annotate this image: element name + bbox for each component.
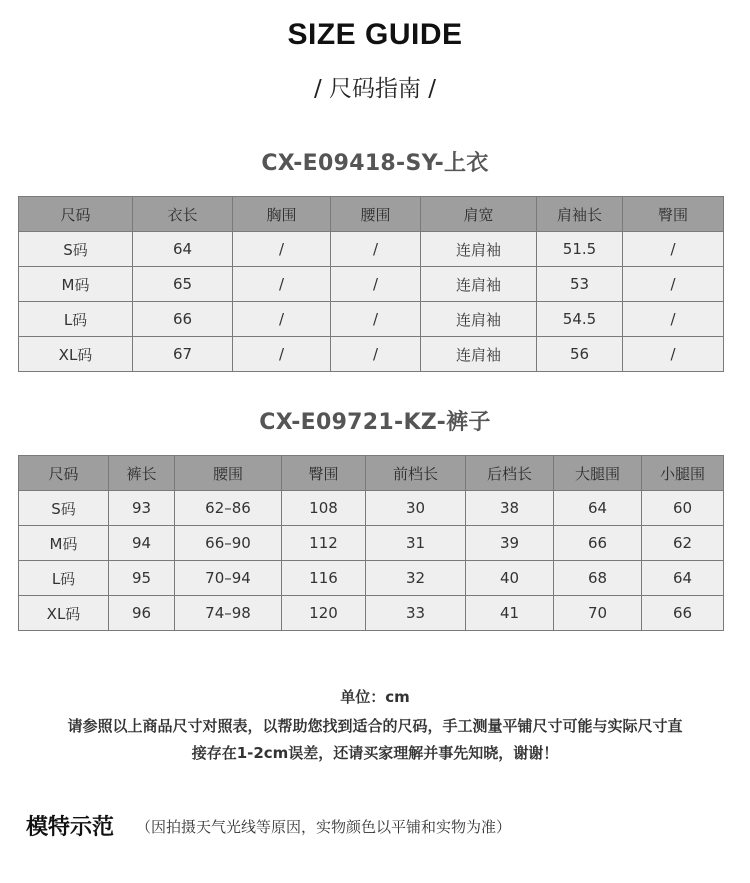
note-line: 接存在1-2cm误差，还请买家理解并事先知晓，谢谢！: [191, 744, 559, 762]
table-cell: 66: [642, 596, 724, 631]
table-cell: 51.5: [537, 232, 623, 267]
header-cell: 腰围: [175, 456, 282, 491]
table-cell: 32: [366, 561, 466, 596]
table-cell: M码: [19, 267, 133, 302]
table-cell: /: [233, 267, 331, 302]
table-cell: /: [331, 302, 421, 337]
header-cell: 腰围: [331, 197, 421, 232]
table-cell: 连肩袖: [421, 232, 537, 267]
table-cell: S码: [19, 232, 133, 267]
top-table-title: CX-E09418-SY-上衣: [261, 151, 489, 176]
table-cell: 66: [133, 302, 233, 337]
table-cell: /: [233, 232, 331, 267]
table-cell: /: [623, 267, 724, 302]
model-section-note: （因拍摄天气光线等原因，实物颜色以平铺和实物为准）: [136, 818, 512, 836]
table-cell: /: [233, 337, 331, 372]
note-line: 请参照以上商品尺寸对照表，以帮助您找到适合的尺码，手工测量平铺尺寸可能与实际尺寸直: [67, 717, 683, 735]
table-header-row: [19, 456, 724, 491]
table-cell: L码: [19, 561, 109, 596]
table-cell: 62: [642, 526, 724, 561]
table-cell: 66–90: [175, 526, 282, 561]
table-cell: 40: [466, 561, 554, 596]
measurement-note: [20, 713, 730, 767]
table-cell: /: [233, 302, 331, 337]
header-cell: 尺码: [19, 456, 109, 491]
table-cell: 112: [282, 526, 366, 561]
table-cell: 连肩袖: [421, 267, 537, 302]
table-cell: 56: [537, 337, 623, 372]
table-row: [19, 596, 724, 631]
table-cell: /: [331, 337, 421, 372]
table-cell: 66: [554, 526, 642, 561]
table-row: [19, 337, 724, 372]
header-cell: 尺码: [19, 197, 133, 232]
table-cell: 64: [133, 232, 233, 267]
table-row: [19, 526, 724, 561]
table-cell: 96: [109, 596, 175, 631]
table-cell: 68: [554, 561, 642, 596]
table-cell: 120: [282, 596, 366, 631]
header-cell: 胸围: [233, 197, 331, 232]
header-cell: 小腿围: [642, 456, 724, 491]
table-cell: /: [331, 267, 421, 302]
table-cell: /: [623, 337, 724, 372]
table-cell: 65: [133, 267, 233, 302]
model-section-title: 模特示范: [26, 815, 115, 840]
table-cell: 64: [554, 491, 642, 526]
table-cell: 39: [466, 526, 554, 561]
table-cell: XL码: [19, 596, 109, 631]
table-cell: 33: [366, 596, 466, 631]
header-cell: 大腿围: [554, 456, 642, 491]
table-cell: 108: [282, 491, 366, 526]
table-cell: 64: [642, 561, 724, 596]
table-cell: /: [623, 232, 724, 267]
table-cell: 54.5: [537, 302, 623, 337]
table-cell: M码: [19, 526, 109, 561]
table-cell: XL码: [19, 337, 133, 372]
pants-table-title: CX-E09721-KZ-裤子: [259, 410, 491, 435]
table-row: [19, 561, 724, 596]
table-row: [19, 491, 724, 526]
table-row: [19, 267, 724, 302]
page-subtitle: / 尺码指南 /: [313, 76, 437, 102]
table-cell: 116: [282, 561, 366, 596]
table-row: [19, 302, 724, 337]
table-cell: 30: [366, 491, 466, 526]
table-cell: S码: [19, 491, 109, 526]
header-cell: 肩袖长: [537, 197, 623, 232]
unit-label: 单位：cm: [340, 688, 410, 706]
header-cell: 臀围: [282, 456, 366, 491]
header-cell: 后档长: [466, 456, 554, 491]
table-cell: 94: [109, 526, 175, 561]
table-cell: 95: [109, 561, 175, 596]
header-cell: 裤长: [109, 456, 175, 491]
table-row: [19, 232, 724, 267]
header-cell: 前档长: [366, 456, 466, 491]
table-cell: 93: [109, 491, 175, 526]
table-header-row: [19, 197, 724, 232]
top-size-table: [18, 196, 724, 372]
table-cell: 连肩袖: [421, 337, 537, 372]
table-cell: /: [623, 302, 724, 337]
table-cell: 31: [366, 526, 466, 561]
page-title: SIZE GUIDE: [287, 18, 463, 51]
table-cell: 70–94: [175, 561, 282, 596]
table-cell: 53: [537, 267, 623, 302]
table-cell: 62–86: [175, 491, 282, 526]
table-cell: 67: [133, 337, 233, 372]
table-cell: 连肩袖: [421, 302, 537, 337]
header-cell: 肩宽: [421, 197, 537, 232]
table-cell: 38: [466, 491, 554, 526]
table-cell: 41: [466, 596, 554, 631]
pants-size-table: [18, 455, 724, 631]
table-cell: 70: [554, 596, 642, 631]
header-cell: 臀围: [623, 197, 724, 232]
table-cell: L码: [19, 302, 133, 337]
table-cell: 60: [642, 491, 724, 526]
header-cell: 衣长: [133, 197, 233, 232]
table-cell: /: [331, 232, 421, 267]
table-cell: 74–98: [175, 596, 282, 631]
